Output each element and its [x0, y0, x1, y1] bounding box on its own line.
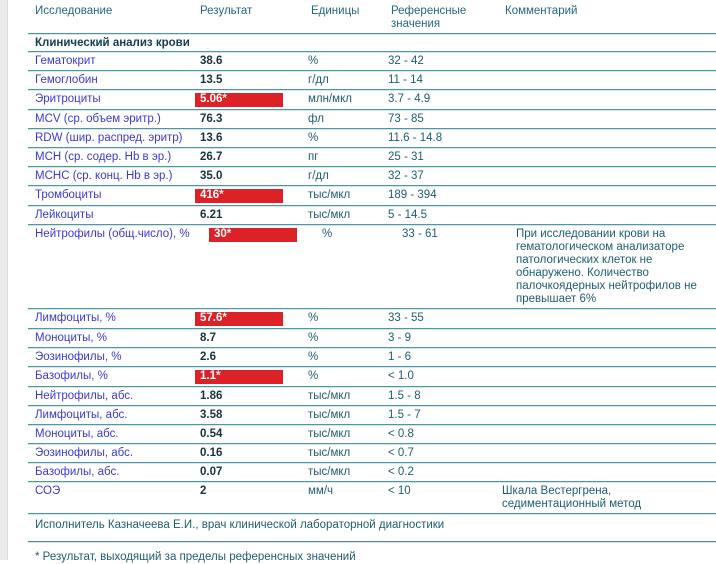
comment: Шкала Вестергрена, седиментационный метод: [502, 485, 642, 510]
reference-range: 11.6 - 14.8: [388, 132, 443, 144]
units: тыс/мкл: [308, 428, 351, 440]
test-name: Гемоглобин: [35, 74, 98, 86]
result-value-flagged: 416*: [195, 189, 283, 203]
units: тыс/мкл: [308, 209, 351, 221]
table-header-row: [28, 0, 716, 33]
reference-range: 73 - 85: [388, 113, 424, 125]
table-row: [28, 226, 716, 308]
units: пг: [308, 151, 319, 163]
result-value-flagged: 1.1*: [195, 370, 283, 384]
units: мм/ч: [308, 485, 333, 497]
table-row: [28, 368, 716, 386]
test-name: Лимфоциты, %: [35, 312, 116, 324]
units: г/дл: [308, 170, 329, 182]
result-value-flagged: 57.6*: [195, 312, 283, 326]
table-row: [28, 130, 716, 147]
reference-range: < 0.7: [388, 447, 414, 459]
units: тыс/мкл: [308, 447, 351, 459]
reference-range: 33 - 55: [388, 312, 424, 324]
reference-range: 5 - 14.5: [388, 209, 427, 221]
reference-range: 32 - 37: [388, 170, 424, 182]
result-value: 0.16: [200, 447, 223, 459]
reference-range: 32 - 42: [388, 55, 424, 67]
lab-results-report: [28, 0, 716, 564]
test-name: СОЭ: [35, 485, 61, 497]
reference-range: 25 - 31: [388, 151, 424, 163]
test-name: Эозинофилы, %: [35, 351, 122, 363]
table-row: [28, 445, 716, 462]
reference-range: < 1.0: [388, 370, 414, 382]
column-header-reference: Референсные значения: [391, 5, 467, 30]
units: %: [322, 228, 333, 240]
units: %: [308, 55, 319, 67]
reference-range: 1 - 6: [388, 351, 412, 363]
column-header-result: Результат: [200, 5, 253, 17]
table-row: [28, 426, 716, 443]
reference-range: 11 - 14: [388, 74, 423, 86]
table-row: [28, 483, 716, 513]
section-header: [28, 35, 716, 51]
test-name: MCV (ср. объем эритр.): [35, 113, 161, 125]
test-name: Нейтрофилы (общ.число), %: [35, 228, 190, 240]
result-value-flagged: 30*: [209, 228, 297, 242]
reference-range: < 0.2: [388, 466, 414, 478]
test-name: MCHC (ср. конц. Hb в эр.): [35, 170, 173, 182]
units: %: [308, 132, 319, 144]
units: %: [308, 370, 319, 382]
result-value: 0.07: [200, 466, 223, 478]
test-name: Эритроциты: [35, 93, 101, 105]
reference-range: 33 - 61: [402, 228, 438, 240]
table-row: [28, 53, 716, 70]
test-name: Базофилы, %: [35, 370, 108, 382]
section-title: Клинический анализ крови: [35, 37, 190, 49]
column-header-units: Единицы: [311, 5, 360, 17]
test-name: Лейкоциты: [35, 209, 94, 221]
result-value: 1.86: [200, 390, 223, 402]
test-name: RDW (шир. распред. эритр): [35, 132, 183, 144]
result-value: 2.6: [200, 351, 216, 363]
test-name: Тромбоциты: [35, 189, 102, 201]
test-name: Нейтрофилы, абс.: [35, 390, 134, 402]
table-row: [28, 464, 716, 481]
test-name: Моноциты, %: [35, 332, 108, 344]
test-name: Лимфоциты, абс.: [35, 409, 128, 421]
column-header-study: Исследование: [35, 5, 113, 17]
table-row: [28, 207, 716, 224]
result-value: 26.7: [200, 151, 223, 163]
result-value: 6.21: [200, 209, 223, 221]
reference-range: < 10: [388, 485, 411, 497]
footnote: * Результат, выходящий за пределы референсных значений: [35, 551, 356, 563]
test-name: MCH (ср. содер. Hb в эр.): [35, 151, 172, 163]
units: %: [308, 332, 319, 344]
left-gutter: [0, 0, 8, 560]
reference-range: 1.5 - 8: [388, 390, 421, 402]
table-row: [28, 168, 716, 185]
reference-range: 1.5 - 7: [388, 409, 421, 421]
table-row: [28, 149, 716, 166]
result-value: 76.3: [200, 113, 223, 125]
table-row: [28, 349, 716, 366]
reference-range: 3.7 - 4.9: [388, 93, 431, 105]
table-row: [28, 330, 716, 347]
reference-range: 3 - 9: [388, 332, 412, 344]
result-value: 13.5: [200, 74, 223, 86]
result-value: 3.58: [200, 409, 223, 421]
table-row: [28, 388, 716, 405]
result-value: 8.7: [200, 332, 216, 344]
test-name: Моноциты, абс.: [35, 428, 119, 440]
reference-range: < 0.8: [388, 428, 414, 440]
test-name: Гематокрит: [35, 55, 96, 67]
units: г/дл: [308, 74, 329, 86]
test-name: Эозинофилы, абс.: [35, 447, 134, 459]
result-value: 35.0: [200, 170, 223, 182]
result-value: 2: [200, 485, 207, 497]
units: тыс/мкл: [308, 189, 351, 201]
units: млн/мкл: [308, 93, 352, 105]
test-name: Базофилы, абс.: [35, 466, 120, 478]
units: %: [308, 351, 319, 363]
table-row: [28, 187, 716, 205]
table-row: [28, 407, 716, 424]
result-value: 13.6: [200, 132, 223, 144]
result-value: 38.6: [200, 55, 223, 67]
executor-line: Исполнитель Казначеева Е.И., врач клинической лабораторной диагностики: [35, 519, 445, 531]
comment: При исследовании крови на гематологическом анализаторе патологических клеток не обнаружено. Количество палочкоядерных нейтрофилов не превышает 6%: [516, 228, 697, 305]
units: тыс/мкл: [308, 466, 351, 478]
table-row: [28, 91, 716, 109]
units: фл: [308, 113, 324, 125]
units: тыс/мкл: [308, 390, 351, 402]
units: тыс/мкл: [308, 409, 351, 421]
table-row: [28, 111, 716, 128]
column-header-comment: Комментарий: [505, 5, 578, 17]
units: %: [308, 312, 319, 324]
reference-range: 189 - 394: [388, 189, 437, 201]
table-row: [28, 72, 716, 89]
result-value: 0.54: [200, 428, 223, 440]
result-value-flagged: 5.06*: [195, 93, 283, 107]
table-row: [28, 310, 716, 328]
